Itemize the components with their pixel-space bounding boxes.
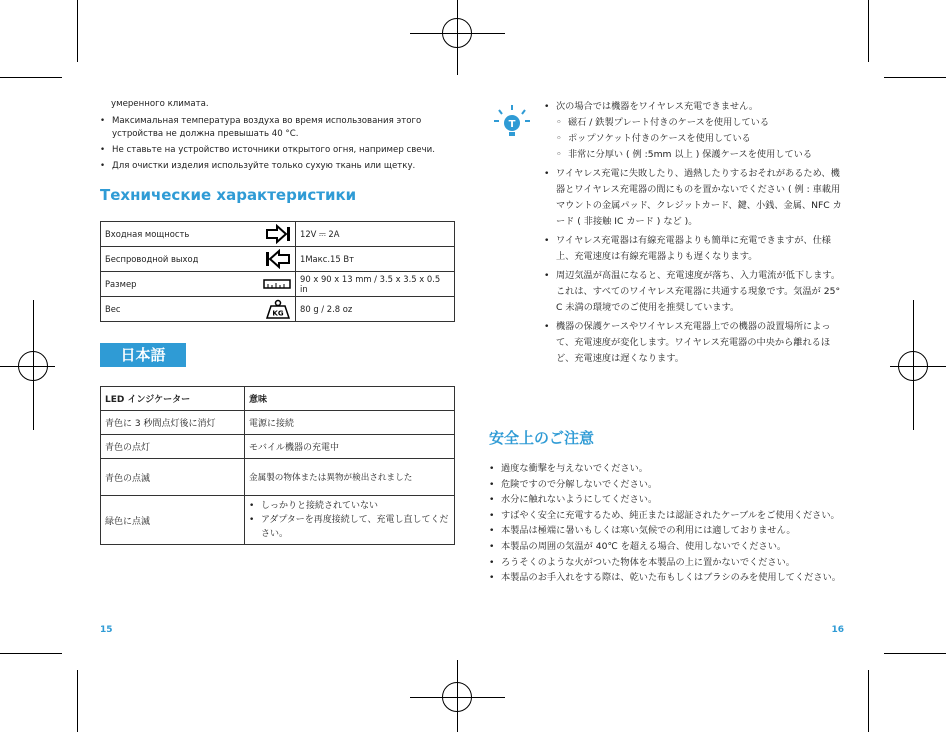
table-row	[101, 272, 455, 297]
crop-mark	[868, 670, 869, 732]
spec-label: Беспроводной выход	[101, 247, 260, 272]
table-cell: モバイル機器の充電中	[245, 435, 455, 459]
input-power-icon	[259, 222, 296, 247]
language-label: 日本語	[100, 343, 186, 367]
crop-mark	[77, 670, 78, 732]
page-number: 15	[100, 625, 113, 635]
list-item: • 機器の保護ケースやワイヤレス充電器上での機器の設置場所によって、充電速度が変化します。ワイヤレス充電器の中央から離れるほど、充電速度は遅くなります。	[544, 319, 844, 367]
list-item	[544, 99, 844, 163]
spec-value: 90 x 90 x 13 mm / 3.5 x 3.5 x 0.5 in	[296, 272, 455, 297]
registration-mark	[18, 351, 48, 381]
table-row	[101, 496, 455, 545]
list-item: • アダプターを再度接続して、充電し直してください。	[249, 513, 450, 541]
spec-value: 12V ⎓ 2A	[296, 222, 455, 247]
list-item: • すばやく安全に充電するため、純正または認証されたケーブルをご使用ください。	[489, 508, 849, 524]
spec-value: 1Макс.15 Вт	[296, 247, 455, 272]
spec-label: Входная мощность	[101, 222, 260, 247]
list-item: • 本製品は極端に暑いもしくは寒い気候での利用には適しておりません。	[489, 523, 849, 539]
list-item: • しっかりと接続されていない	[249, 499, 450, 513]
crop-mark	[884, 653, 946, 654]
ru-safety-list	[100, 98, 445, 176]
registration-mark	[442, 682, 472, 712]
safety-list	[489, 461, 849, 586]
list-item: • ろうそくのような火がついた物体を本製品の上に置かないでください。	[489, 555, 849, 571]
weight-kg-icon	[259, 297, 296, 322]
crop-mark	[884, 77, 946, 78]
list-item: • 本製品の周囲の気温が 40℃ を超える場合、使用しないでください。	[489, 539, 849, 555]
list-item: • 水分に触れないようにしてください。	[489, 492, 849, 508]
crop-mark	[0, 77, 62, 78]
sub-list-item: ◦ 磁石 / 鉄製プレート付きのケースを使用している	[556, 115, 844, 131]
ruler-icon	[259, 272, 296, 297]
registration-mark	[898, 351, 928, 381]
list-item: • ワイヤレス充電器は有線充電器よりも簡単に充電できますが、仕様上、充電速度は有線充電器よりも遅くなります。	[544, 233, 844, 265]
spec-value: 80 g / 2.8 oz	[296, 297, 455, 322]
spec-label: Размер	[101, 272, 260, 297]
spec-heading: Технические характеристики	[100, 186, 357, 204]
table-header-row	[101, 387, 455, 411]
table-cell	[245, 496, 455, 545]
list-item: • Максимальная температура воздуха во время использования этого устройства не должна превышать 40 °С.	[100, 115, 445, 141]
column-header: LED インジケーター	[101, 387, 245, 411]
lightbulb-tip-icon	[489, 102, 535, 146]
sub-list	[556, 115, 844, 163]
table-cell: 緑色に点滅	[101, 496, 245, 545]
list-item-text: 次の場合では機器をワイヤレス充電できません。	[556, 101, 759, 112]
list-item: • 本製品のお手入れをする際は、乾いた布もしくはブラシのみを使用してください。	[489, 570, 849, 586]
crop-mark	[77, 0, 78, 62]
table-row	[101, 411, 455, 435]
safety-heading: 安全上のご注意	[489, 429, 595, 447]
list-item: • Для очистки изделия используйте только сухую ткань или щетку.	[100, 160, 445, 173]
table-cell: 金属製の物体または異物が検出されました	[245, 459, 455, 496]
page-number: 16	[831, 625, 844, 635]
crop-mark	[868, 0, 869, 62]
table-cell: 青色の点灯	[101, 435, 245, 459]
crop-mark	[0, 653, 62, 654]
svg-text:T: T	[508, 119, 516, 130]
table-row	[101, 222, 455, 247]
list-item: • 過度な衝撃を与えないでください。	[489, 461, 849, 477]
led-meaning-list	[249, 499, 450, 541]
table-row	[101, 297, 455, 322]
sub-list-item: ◦ ポップソケット付きのケースを使用している	[556, 131, 844, 147]
sub-list-item: ◦ 非常に分厚い ( 例 :5mm 以上 ) 保護ケースを使用している	[556, 147, 844, 163]
table-row	[101, 247, 455, 272]
list-item: • 周辺気温が高温になると、充電速度が落ち、入力電流が低下します。これは、すべてのワイヤレス充電器に共通する現象です。気温が 25° C 未満の環境でのご使用を推奨しています。	[544, 268, 844, 316]
jp-notes-list	[544, 99, 844, 370]
registration-mark	[442, 18, 472, 48]
list-item: • Не ставьте на устройство источники открытого огня, например свечи.	[100, 144, 445, 157]
table-row	[101, 435, 455, 459]
table-cell: 青色に 3 秒間点灯後に消灯	[101, 411, 245, 435]
table-cell: 青色の点滅	[101, 459, 245, 496]
spec-table	[100, 221, 455, 322]
spec-label: Вес	[101, 297, 260, 322]
list-item: • ワイヤレス充電に失敗したり、過熱したりするおそれがあるため、機器とワイヤレス充電器の間にものを置かないでください ( 例 : 車載用マウントの金属パッド、クレジットカード、鍵、小銭、金属、NFC カード ( 非接触 IC カード ) など )。	[544, 166, 844, 230]
list-item: • 危険ですので分解しないでください。	[489, 477, 849, 493]
led-table	[100, 386, 455, 545]
table-cell: 電源に接続	[245, 411, 455, 435]
svg-text:KG: KG	[272, 309, 284, 318]
table-row	[101, 459, 455, 496]
wireless-output-icon	[259, 247, 296, 272]
column-header: 意味	[245, 387, 455, 411]
list-item: умеренного климата.	[111, 99, 209, 109]
